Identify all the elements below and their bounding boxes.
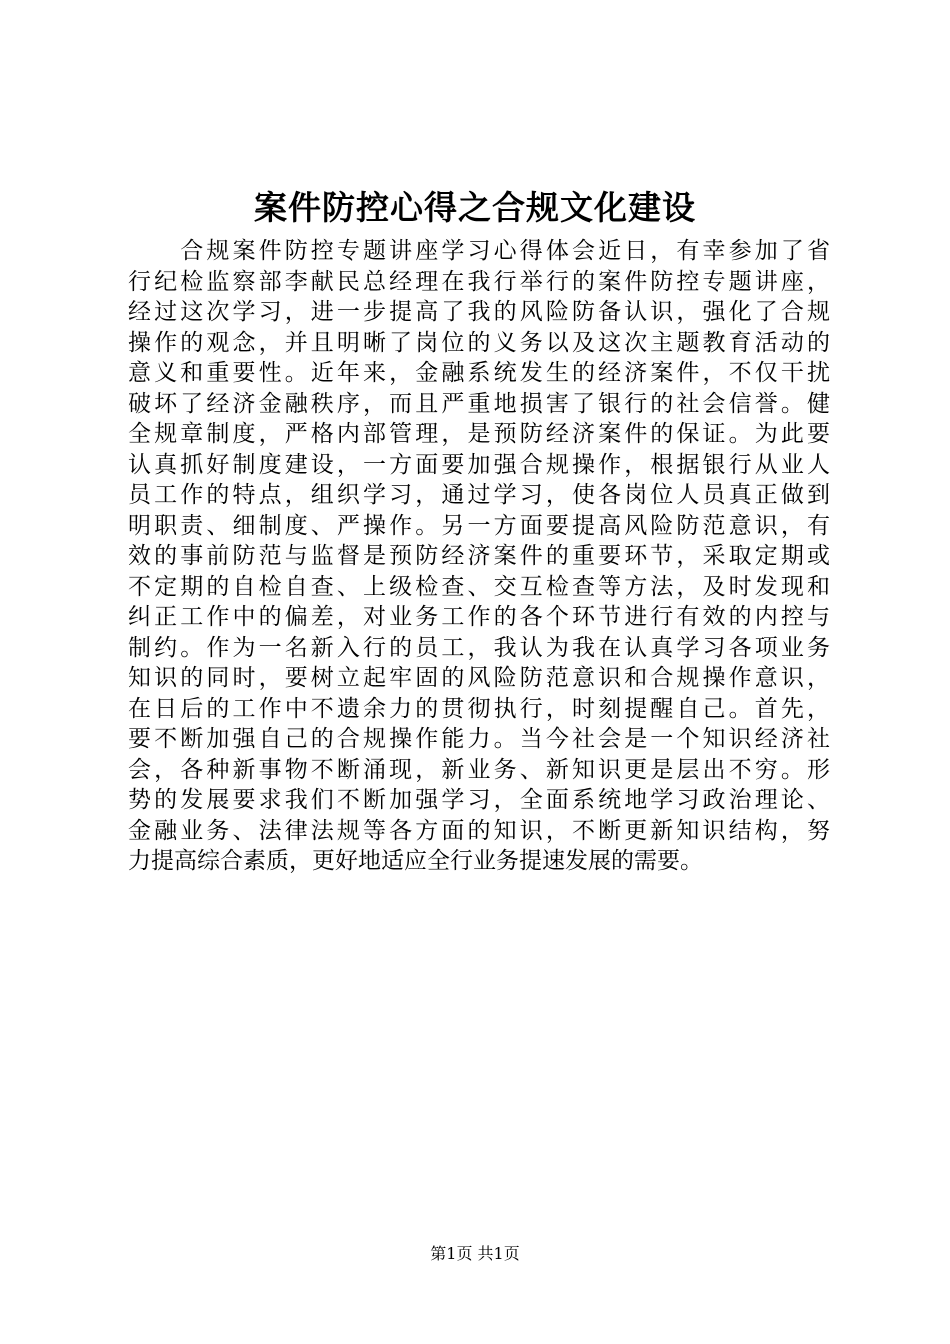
text-line: 破坏了经济金融秩序，而且严重地损害了银行的社会信誉。健 (128, 390, 830, 417)
text-line: 意义和重要性。近年来，金融系统发生的经济案件，不仅干扰 (128, 360, 830, 386)
text-line: 金融业务、法律法规等各方面的知识，不断更新知识结构，努 (128, 817, 830, 844)
text-line: 操作的观念，并且明晰了岗位的义务以及这次主题教育活动的 (128, 329, 830, 356)
text-line: 明职责、细制度、严操作。另一方面要提高风险防范意识，有 (128, 512, 830, 539)
text-line: 势的发展要求我们不断加强学习，全面系统地学习政治理论、 (128, 787, 830, 813)
text-line: 力提高综合素质，更好地适应全行业务提速发展的需要。 (128, 848, 703, 874)
text-line: 知识的同时，要树立起牢固的风险防范意识和合规操作意识， (128, 665, 830, 691)
text-line: 纠正工作中的偏差，对业务工作的各个环节进行有效的内控与 (128, 604, 830, 630)
text-line: 行纪检监察部李献民总经理在我行举行的案件防控专题讲座， (128, 268, 830, 295)
text-line: 制约。作为一名新入行的员工，我认为我在认真学习各项业务 (128, 634, 830, 661)
text-line: 要不断加强自己的合规操作能力。当今社会是一个知识经济社 (128, 726, 830, 752)
document-title: 案件防控心得之合规文化建设 (254, 188, 696, 227)
text-line: 认真抓好制度建设，一方面要加强合规操作，根据银行从业人 (128, 451, 830, 478)
body-paragraph (128, 236, 830, 877)
page-footer: 第1页 共1页 (430, 1244, 520, 1263)
text-line: 员工作的特点，组织学习，通过学习，使各岗位人员真正做到 (128, 482, 830, 508)
text-line: 经过这次学习，进一步提高了我的风险防备认识，强化了合规 (128, 299, 830, 325)
text-line: 不定期的自检自查、上级检查、交互检查等方法，及时发现和 (128, 573, 830, 600)
text-line: 在日后的工作中不遗余力的贯彻执行，时刻提醒自己。首先， (128, 695, 830, 722)
text-line: 会，各种新事物不断涌现，新业务、新知识更是层出不穷。形 (128, 756, 830, 783)
text-line: 合规案件防控专题讲座学习心得体会近日，有幸参加了省 (128, 238, 830, 264)
text-line: 全规章制度，严格内部管理，是预防经济案件的保证。为此要 (128, 421, 830, 447)
text-line: 效的事前防范与监督是预防经济案件的重要环节，采取定期或 (128, 543, 830, 569)
